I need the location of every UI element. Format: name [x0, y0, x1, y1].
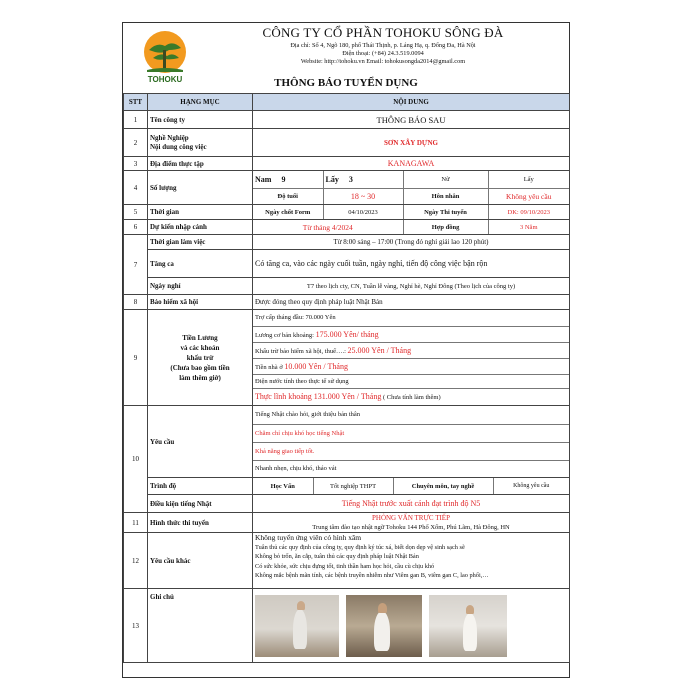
- row-value: T7 theo lịch cty, CN, Tuần lễ vàng, Nghỉ hè, Nghỉ Đông (Theo lịch của công ty): [253, 278, 570, 295]
- row-label: Ghi chú: [148, 589, 253, 663]
- row-label: Bảo hiểm xã hội: [148, 295, 253, 310]
- deduction-value: 25.000 Yên / Tháng: [347, 345, 412, 355]
- table-row: [124, 157, 570, 171]
- row-number: 5: [124, 205, 148, 220]
- row-label: Nghề Nghiệp Nội dung công việc: [148, 129, 253, 157]
- quantity-subtable: [253, 171, 569, 204]
- table-row: [124, 513, 570, 533]
- female-take-label: Lấy: [488, 171, 569, 188]
- row-label: Ngày nghỉ: [148, 278, 253, 295]
- other-requirement: Có sức khỏe, sức chịu đựng tốt, tinh thần ham học hỏi, cầu cù chịu khó: [255, 562, 435, 570]
- table-row: [124, 235, 570, 250]
- table-row: [124, 589, 570, 663]
- table-row: [124, 310, 570, 406]
- row-number: 11: [124, 513, 148, 533]
- utilities-note: Điện nước tính theo thực tế sử dụng: [253, 374, 569, 388]
- education-value: Tốt nghiệp THPT: [313, 478, 393, 494]
- exam-location: Trung tâm đào tạo nhật ngữ Tohoku 144 Phố Xốm, Phú Lãm, Hà Đông, HN: [312, 523, 510, 531]
- other-requirement: Tuân thủ các quy định của công ty, quy định ký túc xá, biết dọn dẹp vệ sinh sạch sẽ: [255, 543, 465, 551]
- entry-date: Từ tháng 4/2024: [253, 220, 403, 234]
- company-name: CÔNG TY CỔ PHẦN TOHOKU SÔNG ĐÀ: [262, 25, 504, 40]
- row-label: Tăng ca: [148, 250, 253, 278]
- other-requirement: Không mắc bệnh mãn tính, các bệnh truyền nhiễm như Viêm gan B, viêm gan C, lao phổi,…: [255, 572, 489, 579]
- row-value: KANAGAWA: [253, 157, 570, 171]
- first-month-allowance: Trợ cấp tháng đầu: 70.000 Yên: [253, 310, 569, 326]
- table-header: [124, 94, 570, 111]
- education-subtable: [253, 478, 569, 494]
- row-number: 1: [124, 111, 148, 129]
- row-label: Địa điểm thực tập: [148, 157, 253, 171]
- contract-label: Hợp đồng: [403, 220, 488, 234]
- row-number: 4: [124, 171, 148, 205]
- row-label: Tên công ty: [148, 111, 253, 129]
- male-label: Nam: [255, 174, 272, 184]
- table-row: [124, 478, 570, 495]
- worker-photo: [429, 595, 507, 657]
- female-label: Nữ: [403, 171, 488, 188]
- marital-label: Hôn nhân: [403, 188, 488, 204]
- requirement-item: Nhanh nhẹn, chịu khó, tháo vát: [253, 460, 569, 477]
- row-number: 12: [124, 533, 148, 589]
- time-subtable: [253, 205, 569, 219]
- row-label: Hình thức thi tuyển: [148, 513, 253, 533]
- row-value: Được đóng theo quy định pháp luật Nhật Bản: [253, 295, 570, 310]
- requirement-item: Khả năng giao tiếp tốt.: [253, 442, 569, 460]
- logo-text: TOHOKU: [147, 75, 183, 84]
- row-value: Có tăng ca, vào các ngày cuối tuần, ngày nghỉ, tiến độ công việc bận rộn: [253, 250, 570, 278]
- take-label: Lấy: [325, 174, 339, 184]
- other-requirement: Không bỏ trốn, ăn cắp, tuân thủ các quy định pháp luật Nhật Bản: [255, 553, 419, 560]
- age-label: Độ tuổi: [253, 188, 323, 204]
- base-salary-label: Lương cơ bản khoảng:: [255, 331, 316, 339]
- row-value: SƠN XÂY DỰNG: [253, 129, 570, 157]
- row-label: Tiền Lương và các khoản khấu trừ (Chưa bao gồm tiền làm thêm giờ): [148, 310, 253, 406]
- company-address: Địa chỉ: Số 4, Ngõ 180, phố Thái Thịnh, p. Láng Hạ, q. Đống Đa, Hà Nội: [290, 42, 476, 49]
- col-content: NỘI DUNG: [253, 94, 570, 111]
- letterhead: [123, 23, 569, 91]
- exam-method: PHỎNG VẤN TRỰC TIẾP: [372, 513, 450, 522]
- contract-value: 3 Năm: [519, 223, 538, 231]
- row-number: 8: [124, 295, 148, 310]
- row-label: Dự kiến nhập cảnh: [148, 220, 253, 235]
- row-number: 3: [124, 157, 148, 171]
- worker-photo: [255, 595, 339, 657]
- row-label: Số lượng: [148, 171, 253, 205]
- row-number: 2: [124, 129, 148, 157]
- row-label: Thời gian làm việc: [148, 235, 253, 250]
- row-number: 9: [124, 310, 148, 406]
- form-deadline-value: 04/10/2023: [323, 205, 403, 219]
- net-salary-value: Thực lĩnh khoảng 131.000 Yên / Tháng: [255, 392, 382, 402]
- row-label: Trình độ: [148, 478, 253, 495]
- table-row: [124, 129, 570, 157]
- recruitment-notice: [122, 22, 570, 678]
- col-category: HẠNG MỤC: [148, 94, 253, 111]
- table-row: [124, 205, 570, 220]
- exam-date-value: DK: 09/10/2023: [507, 208, 550, 216]
- row-number: 13: [124, 589, 148, 663]
- table-row: [124, 406, 570, 478]
- table-row: [124, 533, 570, 589]
- info-table: [123, 93, 570, 663]
- table-row: [124, 250, 570, 278]
- company-phone: Điện thoại: (+84) 24.3.519.0094: [342, 50, 424, 57]
- male-count: 9: [281, 174, 286, 184]
- row-number: 6: [124, 220, 148, 235]
- net-salary-note: ( Chưa tính làm thêm): [381, 394, 441, 402]
- deduction-label: Khấu trừ bảo hiểm xã hội, thuế….:: [255, 347, 348, 355]
- row-number: 10: [124, 406, 148, 513]
- page-title: THÔNG BÁO TUYỂN DỤNG: [274, 77, 418, 89]
- form-deadline-label: Ngày chốt Form: [253, 205, 323, 219]
- row-value: Tiếng Nhật trước xuất cảnh đạt trình độ N5: [253, 495, 570, 513]
- skill-label: Chuyên môn, tay nghề: [393, 478, 493, 494]
- table-row: [124, 295, 570, 310]
- requirements-subtable: [253, 406, 569, 477]
- table-row: [124, 171, 570, 205]
- company-logo: [135, 28, 195, 84]
- other-requirement: Không tuyển ứng viên có hình xăm: [255, 533, 362, 542]
- table-row: [124, 220, 570, 235]
- row-label: Yêu cầu: [148, 406, 253, 478]
- row-value: THÔNG BÁO SAU: [253, 111, 570, 129]
- col-stt: STT: [124, 94, 148, 111]
- education-label: Học Vấn: [253, 478, 313, 494]
- row-label: Thời gian: [148, 205, 253, 220]
- row-value: Từ 8:00 sáng – 17:00 (Trong đó nghỉ giải lao 120 phút): [253, 235, 570, 250]
- housing-value: 10.000 Yên / Tháng: [284, 361, 348, 371]
- entry-subtable: [253, 220, 569, 234]
- row-label: Điều kiện tiếng Nhật: [148, 495, 253, 513]
- company-web: Website: http://tohoku.vn Email: tohokusongda2014@gmail.com: [300, 58, 466, 65]
- marital-value: Không yêu cầu: [488, 188, 569, 204]
- table-row: [124, 278, 570, 295]
- age-value: 18 ~ 30: [323, 188, 403, 204]
- requirement-item: Chăm chỉ chịu khó học tiếng Nhật: [253, 424, 569, 442]
- housing-label: Tiền nhà ở: [255, 363, 285, 371]
- table-row: [124, 111, 570, 129]
- row-label: Yêu cầu khác: [148, 533, 253, 589]
- take-count: 3: [348, 174, 353, 184]
- base-salary-value: 175.000 Yên/ tháng: [315, 329, 379, 339]
- table-row: [124, 495, 570, 513]
- row-number: 7: [124, 235, 148, 295]
- salary-subtable: [253, 310, 569, 405]
- skill-value: Không yêu cầu: [513, 483, 550, 489]
- exam-date-label: Ngày Thi tuyển: [403, 205, 488, 219]
- requirement-item: Tiếng Nhật chào hỏi, giới thiệu bản thân: [253, 406, 569, 424]
- worker-photo: [346, 595, 422, 657]
